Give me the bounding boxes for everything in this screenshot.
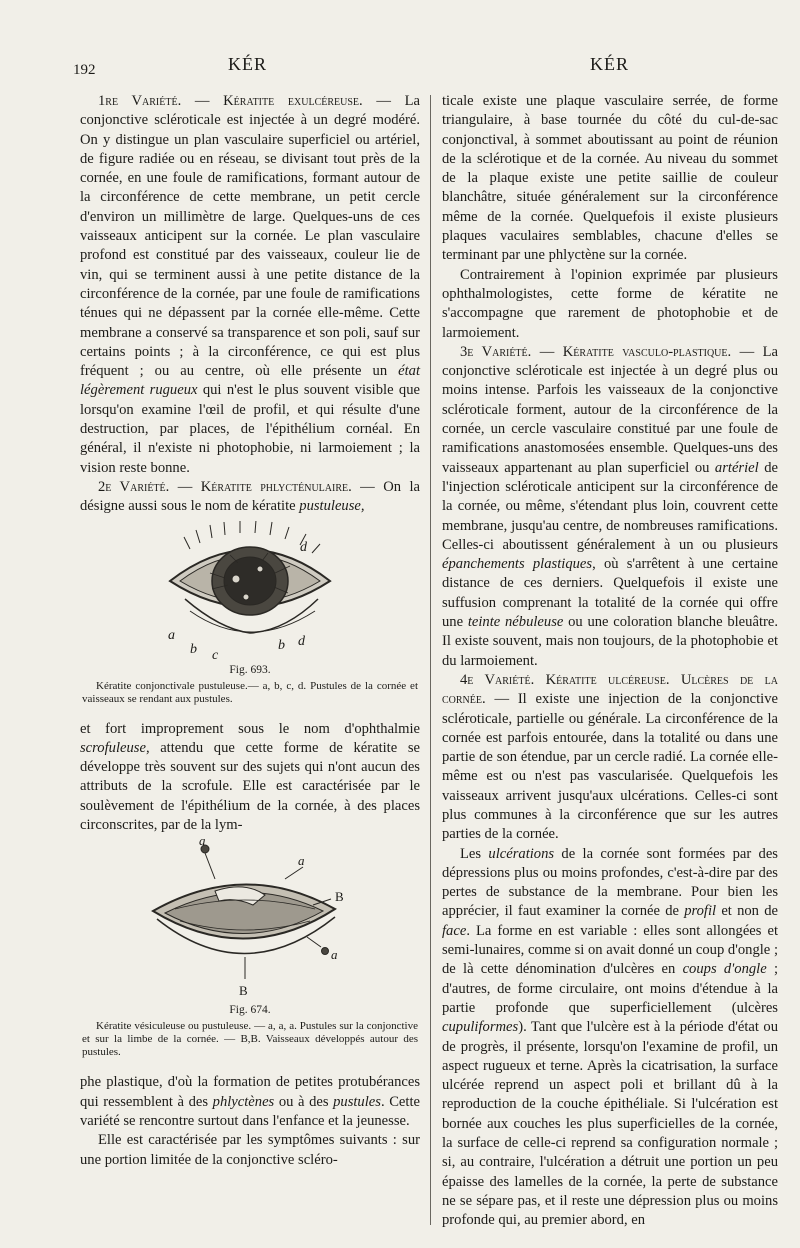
section-heading: 3e Variété. — Kératite vasculo-plastique. [460, 343, 732, 360]
fig-letter: a [199, 839, 206, 849]
fig-letter: c [212, 647, 219, 661]
paragraph-continued: phe plastique, d'où la formation de petites protubérances qui ressemblent à des phlyctènes ou à des pustules. Cette variété se rencontre surtout dans l'enfance et la jeunesse. [80, 1074, 420, 1129]
paragraph: Elle est caractérisée par les symptômes suivants : sur une portion limitée de la conjonctive scléro- [80, 1132, 420, 1168]
running-head-left: KÉR [228, 54, 267, 74]
fig-letter: a [331, 947, 338, 963]
page-number: 192 [73, 62, 96, 78]
section-heading: 1re Variété. — Kératite exulcéreuse. [98, 93, 363, 109]
figure-label: Fig. 693. [229, 663, 271, 676]
left-column [80, 92, 420, 1170]
fig-letter: d [298, 633, 305, 649]
figure-label: Fig. 674. [229, 1004, 271, 1017]
paragraph-variete-4: 4e Variété. Kératite ulcéreuse. Ulcères de la cornée. — Il existe une injection de la conjonctive scléroticale, partielle ou générale. La circonférence de la cornée est parfois entourée, dans la totalité ou dans une partie de son étendue, par un cercle radié. La cornée elle-même est ou n'est pas vascularisée. Quelquefois les vaisseaux arrivent jusqu'aux ulcérations. Celles-ci sont plus communes à la circonférence que sur les autres parties de la cornée. [442, 671, 778, 843]
paragraph-variete-2: 2e Variété. — Kératite phlycténulaire. — On la désigne aussi sous le nom de kératite pustuleuse, [80, 478, 420, 515]
fig-letter: B [335, 889, 344, 905]
paragraph-variete-3: 3e Variété. — Kératite vasculo-plastique. — La conjonctive scléroticale est injectée à un degré plus ou moins intense. Parfois les vaisseaux de la conjonctive scléroticale forment, autour de la circonférence de la cornée, un cercle vasculaire constitué par une foule de ramifications anastomosées ensemble. Quelques-uns des vaisseaux appartenant au plan superficiel ou artériel de l'injection scléroticale anticipent sur la circonférence de la cornée, ou même, s'étendant plus loin, couvrent cette membrane, jusqu'au centre, de nombreuses ramifications. Celles-ci aboutissent généralement à un ou plusieurs épanchements plastiques, où s'arrêtent à une certaine distance de ces derniers. Quelquefois il existe une suffusion comprenant la totalité de la cornée qui offre une teinte nébuleuse ou une coloration blanche bleuâtre. Il existe souvent, mais non toujours, de la photophobie et du larmoiement. [442, 343, 778, 669]
fig-letter: B [239, 983, 248, 999]
fig-letter: a [168, 627, 175, 643]
figure-caption: Kératite vésiculeuse ou pustuleuse. — a, a, a. Pustules sur la conjonctive et sur la limbe de la cornée. — B,B. Vaisseaux développés autour des pustules. [82, 1020, 418, 1059]
eye-illustration-fig-693 [150, 521, 350, 661]
paragraph: Contrairement à l'opinion exprimée par plusieurs ophthalmologistes, cette forme de kératite ne s'accompagne que rarement de photophobie et de larmoiement. [442, 266, 778, 341]
paragraph: Les ulcérations de la cornée sont formées par des dépressions plus ou moins profondes, c'est-à-dire par des pertes de substance de la membrane. Pour bien les apprécier, il faut examiner la cornée de profil et non de face. La forme en est variable : elles sont allongées et semi-lunaires, comme si on avait donné un coup d'ongle ; de là cette dénomination d'ulcères en coups d'ongle ; d'autres, de forme circulaire, ont moins d'étendue à la partie profonde que superficiellement (ulcères cupuliformes). Tant que l'ulcère est à la période d'état ou de progrès, il présente, lorsqu'on l'examine de profil, un aspect rugueux et terne. Après la cicatrisation, la surface ulcérée reprend un aspect poli et brillant dû à la reproduction de la couche épithéliale. Si l'ulcération est bornée aux couches les plus superficielles de la cornée, la surface de celle-ci reprend sa configuration normale ; si, au contraire, l'ulcération a détruit une portion un peu épaisse des lamelles de la cornée, la perte de substance ne se sépare pas, et il reste une dépression plus ou moins profonde qui, au premier abord, en [442, 845, 779, 1229]
fig-letter: a [298, 853, 305, 869]
figure-caption: Kératite conjonctivale pustuleuse.— a, b, c, d. Pustules de la cornée et vaisseaux se rendant aux pustules. [82, 679, 418, 705]
right-column [442, 92, 778, 1231]
column-divider [430, 95, 431, 1225]
running-head-right: KÉR [590, 54, 629, 74]
section-heading: 2e Variété. — Kératite phlycténulaire. [98, 478, 352, 495]
eye-illustration-fig-674 [135, 839, 365, 1001]
fig-letter: b [278, 637, 285, 653]
paragraph-variete-1: 1re Variété. — Kératite exulcéreuse. — La conjonctive scléroticale est injectée à un degré modéré. On y distingue un plan vasculaire superficiel ou artériel, de figure radiée ou en réseau, se divisant tout près de la cornée, en une foule de ramifications, formant autour de la circonférence de cette membrane, un petit cercle d'environ un millimètre de large. Quelques-uns de ces vaisseaux anticipent sur la cornée. Le plan vasculaire profond est constitué par des vaisseaux, couleur lie de vin, qui se terminent aussi à une petite distance de la circonférence de la cornée, par une foule de ramifications ténues qui ne dépassent par la cornée elle-même. Cette membrane a conservé sa transparence et son poli, sauf sur certains points ; à la circonférence, ce qui est plus fréquent ; ou au centre, où elle présente un état légèrement rugueux qui n'est le plus souvent visible que lorsqu'on examine l'œil de profil, et qui résulte d'une destruction, par places, de l'épithélium cornéal. En général, il n'existe ni photophobie, ni larmoiement ; la vision reste bonne. [80, 93, 420, 476]
fig-letter: b [190, 641, 197, 657]
fig-letter: d [300, 539, 307, 555]
section-heading: 4e Variété. Kératite ulcéreuse. Ulcères de la cornée. [442, 671, 778, 708]
paragraph-continued: ticale existe une plaque vasculaire serrée, de forme triangulaire, à base tournée du côté du cul-de-sac conjonctival, à sommet aboutissant au point de réunion de la sclérotique et de la cornée. Au niveau du sommet de la plaque existe une petite saillie de couleur blanchâtre, située généralement sur la circonférence même de la cornée. Quelquefois il existe plusieurs plaques vaculaires semblables, chacune d'elles se terminant par une phlyctène sur la cornée. [442, 93, 778, 264]
paragraph-continued: et fort improprement sous le nom d'ophthalmie scrofuleuse, attendu que cette forme de kératite se développe très souvent sur des sujets qui n'ont aucun des attributs de la scrofule. Elle est caractérisée par le soulèvement de l'épithélium de la cornée, à des places circonscrites, par de la lym- [80, 720, 420, 834]
